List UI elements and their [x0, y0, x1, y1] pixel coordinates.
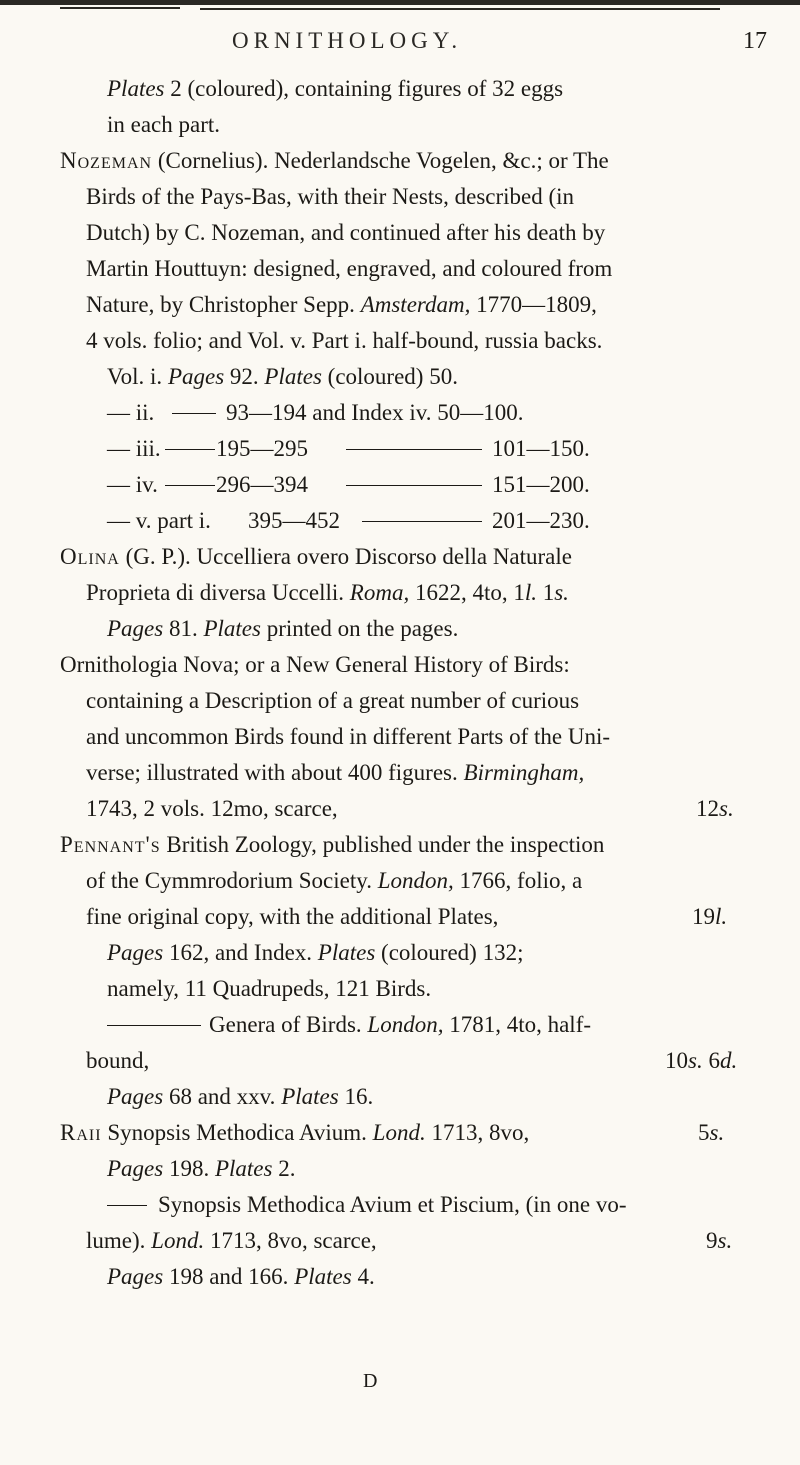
signature-mark: D [363, 1370, 378, 1392]
text-line: Pages 68 and xxv. Plates 16. [107, 1084, 374, 1109]
text-line: Pages 198 and 166. Plates 4. [107, 1264, 375, 1289]
entry-pennant-genera: Genera of Birds. London, 1781, 4to, half- [0, 1007, 800, 1043]
entry-olina: Olina (G. P.). Uccelliera overo Discorso della Naturale [60, 544, 572, 569]
text-line: lume). Lond. 1713, 8vo, scarce, 9s. [86, 1228, 733, 1253]
edge-rule [200, 8, 720, 10]
volume-line: — ii. 93—194 and Index iv. 50—100. [107, 400, 524, 425]
volume-line: Vol. i. Pages 92. Plates (coloured) 50. [107, 364, 458, 389]
entry-raii-synopsis: Synopsis Methodica Avium et Piscium, (in one vo- [0, 1187, 800, 1223]
author-name: Olina [60, 544, 120, 569]
entry-nozeman: Nozeman (Cornelius). Nederlandsche Vogelen, &c.; or The [60, 148, 609, 173]
volume-line: — v. part i. 395—452 201—230. [107, 508, 590, 533]
text-line: namely, 11 Quadrupeds, 121 Birds. [107, 976, 432, 1001]
ditto-dash [346, 485, 482, 486]
text-line: Nature, by Christopher Sepp. Amsterdam, 1770—1809, [86, 292, 597, 317]
text-line: bound, 10s. 6d. [86, 1048, 738, 1073]
ditto-dash [165, 449, 215, 450]
text-line: and uncommon Birds found in different Parts of the Uni- [86, 724, 611, 749]
text-line: Birds of the Pays-Bas, with their Nests, described (in [86, 184, 575, 209]
author-name: Pennant's [60, 832, 161, 857]
volume-line: — iv. 296—394 151—200. [107, 472, 590, 497]
ditto-dash [346, 449, 482, 450]
text-line: containing a Description of a great number of curious [86, 688, 580, 713]
text-line: Pages 81. Plates printed on the pages. [107, 616, 459, 641]
text-line: fine original copy, with the additional Plates, 19l. [86, 904, 728, 929]
text-line: in each part. [107, 112, 221, 137]
text-line: of the Cymmrodorium Society. London, 1766, folio, a [86, 868, 583, 893]
running-head: ORNITHOLOGY. [232, 28, 463, 53]
text-line: Pages 162, and Index. Plates (coloured) 132; [107, 940, 524, 965]
ditto-dash [107, 1205, 147, 1206]
author-name: Nozeman [60, 148, 153, 173]
author-name: Raii [60, 1120, 102, 1145]
text-line: verse; illustrated with about 400 figures. Birmingham, [86, 760, 585, 785]
text-line: Pages 198. Plates 2. [107, 1156, 296, 1181]
text-line: Martin Houttuyn: designed, engraved, and coloured from [86, 256, 613, 281]
text-line: 4 vols. folio; and Vol. v. Part i. half-bound, russia backs. [86, 328, 603, 353]
text-line: 1743, 2 vols. 12mo, scarce, 12s. [86, 796, 734, 821]
ditto-dash [362, 521, 482, 522]
entry-raii: Raii Synopsis Methodica Avium. Lond. 1713, 8vo, 5s. [60, 1120, 725, 1145]
ditto-dash [165, 485, 215, 486]
entry-ornithologia: Ornithologia Nova; or a New General History of Birds: [60, 652, 570, 677]
ditto-dash [107, 1025, 201, 1026]
text-line: Dutch) by C. Nozeman, and continued after his death by [86, 220, 606, 245]
edge-rule [60, 7, 180, 9]
page-top-edge [0, 0, 800, 5]
entry-pennant: Pennant's British Zoology, published under the inspection [60, 832, 605, 857]
page-number: 17 [743, 28, 767, 54]
text-line: Plates 2 (coloured), containing figures of 32 eggs [107, 76, 564, 101]
ditto-dash [172, 413, 216, 414]
volume-line: — iii. 195—295 101—150. [107, 436, 590, 461]
text-line: Proprieta di diversa Uccelli. Roma, 1622, 4to, 1l. 1s. [86, 580, 569, 605]
